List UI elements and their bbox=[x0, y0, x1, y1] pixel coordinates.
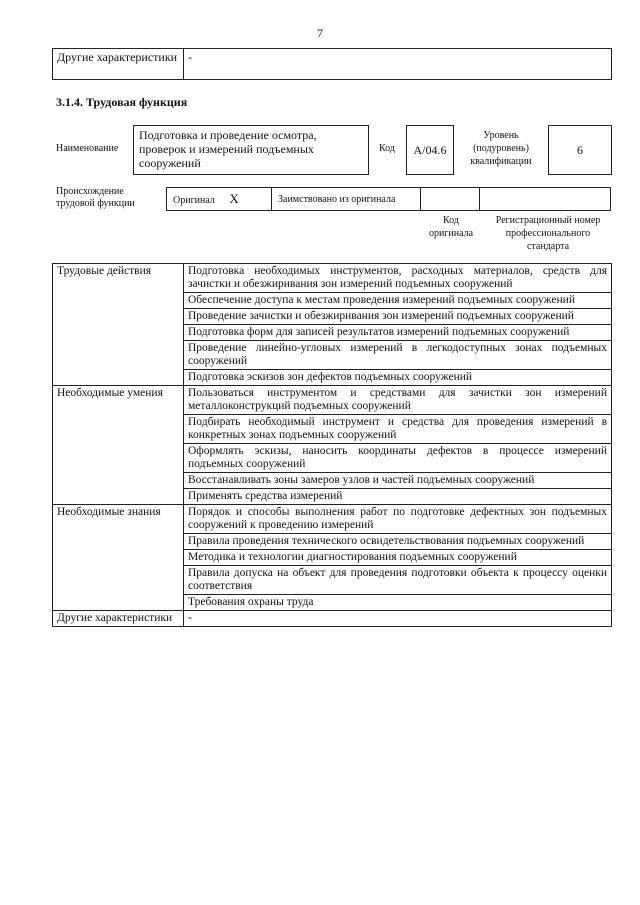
origin-reg-caption: Регистрационный номер профессионального стандарта bbox=[495, 215, 601, 252]
code-label: Код bbox=[379, 143, 395, 154]
labor-function-table bbox=[52, 263, 612, 627]
item-cell: Подготовка эскизов зон дефектов подъемных сооружений bbox=[184, 370, 612, 386]
item-cell: Обеспечение доступа к местам проведения измерений подъемных сооружений bbox=[184, 293, 612, 309]
origin-code-caption: Код оригинала bbox=[428, 215, 474, 239]
item-cell: Пользоваться инструментом и средствами для зачистки зон измерений металлоконструкций подъемных сооружений bbox=[184, 386, 612, 415]
function-code-box: А/04.6 bbox=[406, 125, 454, 175]
table-row bbox=[53, 386, 612, 415]
level-box: 6 bbox=[548, 125, 612, 175]
item-cell: Подготовка форм для записей результатов измерений подъемных сооружений bbox=[184, 325, 612, 341]
name-label: Наименование bbox=[56, 143, 119, 154]
item-cell: Применять средства измерений bbox=[184, 489, 612, 505]
table-row bbox=[53, 505, 612, 534]
item-cell: Правила проведения технического освидетельствования подъемных сооружений bbox=[184, 534, 612, 550]
table-row bbox=[53, 264, 612, 293]
function-name-box: Подготовка и проведение осмотра, проверок и измерений подъемных сооружений bbox=[133, 125, 369, 175]
item-cell: Проведение линейно-угловых измерений в легкодоступных зонах подъемных сооружений bbox=[184, 341, 612, 370]
level-label: Уровень (подуровень) квалификации bbox=[470, 130, 532, 167]
category-cell: Трудовые действия bbox=[53, 264, 184, 386]
item-cell: Порядок и способы выполнения работ по подготовке дефектных зон подъемных сооружений к проведению измерений bbox=[184, 505, 612, 534]
origin-original-cell bbox=[167, 188, 272, 211]
item-cell: Проведение зачистки и обезжиривания зон измерений подъемных сооружений bbox=[184, 309, 612, 325]
other-characteristics-table-top bbox=[52, 48, 612, 80]
origin-label: Происхождение трудовой функции bbox=[56, 186, 135, 209]
origin-original-label: Оригинал bbox=[173, 195, 215, 206]
origin-original-mark: X bbox=[229, 191, 239, 206]
item-cell: Восстанавливать зоны замеров узлов и частей подъемных сооружений bbox=[184, 473, 612, 489]
item-cell: Требования охраны труда bbox=[184, 595, 612, 611]
item-cell: - bbox=[184, 611, 612, 627]
page-number: 7 bbox=[317, 26, 323, 40]
category-cell: Необходимые знания bbox=[53, 505, 184, 611]
section-heading: 3.1.4. Трудовая функция bbox=[56, 95, 188, 109]
item-cell: Оформлять эскизы, наносить координаты дефектов в процессе измерений подъемных сооружений bbox=[184, 444, 612, 473]
item-cell: Подготовка необходимых инструментов, расходных материалов, средств для зачистки и обезжиривания зон измерений подъемных сооружений bbox=[184, 264, 612, 293]
item-cell: Подбирать необходимый инструмент и средства для проведения измерений в конкретных зонах подъемных сооружений bbox=[184, 415, 612, 444]
item-cell: Правила допуска на объект для проведения подготовки объекта к процессу оценки соответствия bbox=[184, 566, 612, 595]
origin-reg-cell bbox=[480, 188, 611, 211]
origin-code-cell bbox=[421, 188, 480, 211]
category-cell: Другие характеристики bbox=[53, 611, 184, 627]
item-cell: Методика и технологии диагностирования подъемных сооружений bbox=[184, 550, 612, 566]
origin-borrowed-cell: Заимствовано из оригинала bbox=[272, 188, 421, 211]
origin-table bbox=[166, 187, 611, 211]
table-row bbox=[53, 611, 612, 627]
other-characteristics-value: - bbox=[184, 49, 612, 80]
category-cell: Необходимые умения bbox=[53, 386, 184, 505]
other-characteristics-label: Другие характеристики bbox=[53, 49, 184, 80]
